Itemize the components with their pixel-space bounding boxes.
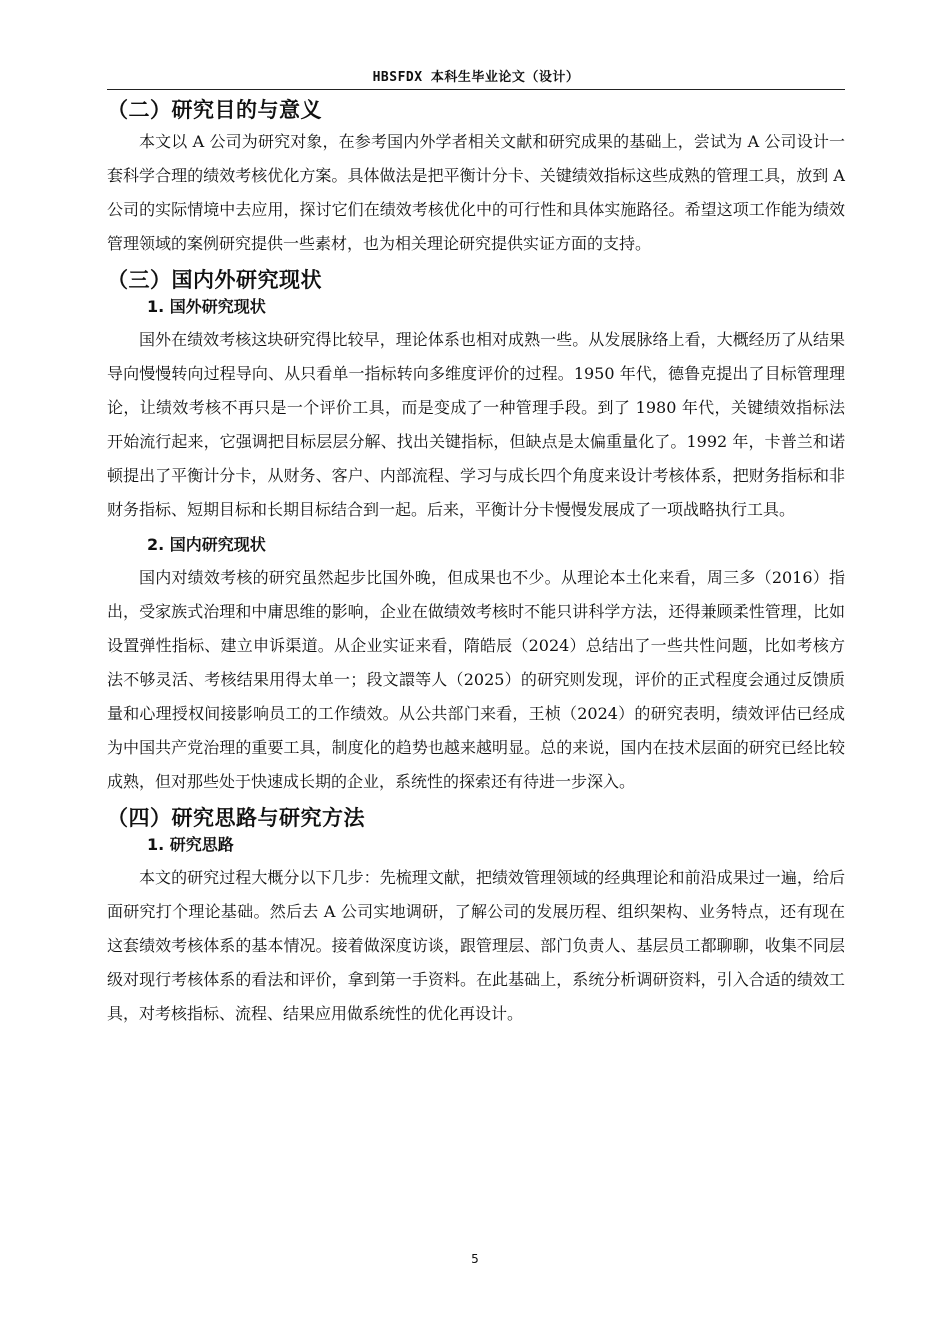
section-heading: （三）国内外研究现状 xyxy=(107,268,322,292)
running-header: HBSFDX 本科生毕业论文（设计） xyxy=(372,70,580,85)
subsection-heading: 1. 国外研究现状 xyxy=(147,297,266,316)
section-purpose xyxy=(107,95,845,261)
header-rule xyxy=(107,89,845,90)
section-heading: （二）研究目的与意义 xyxy=(107,98,322,122)
section-literature-review xyxy=(107,265,845,799)
page-number: 5 xyxy=(471,1252,479,1266)
paragraph: 本文的研究过程大概分以下几步：先梳理文献，把绩效管理领域的经典理论和前沿成果过一遍，给后面研究打个理论基础。然后去 A 公司实地调研，了解公司的发展历程、组织架构、业务特点，还有现在这套绩效考核体系的基本情况。接着做深度访谈，跟管理层、部门负责人、基层员工都聊聊，收集不同层级对现行考核体系的看法和评价，拿到第一手资料。在此基础上，系统分析调研资料，引入合适的绩效工具，对考核指标、流程、结果应用做系统性的优化再设计。 xyxy=(107,868,845,1023)
section-heading: （四）研究思路与研究方法 xyxy=(107,806,365,830)
section-research-approach xyxy=(107,803,845,1031)
subsection-heading: 1. 研究思路 xyxy=(147,835,234,854)
paragraph: 国内对绩效考核的研究虽然起步比国外晚，但成果也不少。从理论本土化来看，周三多（2016）指出，受家族式治理和中庸思维的影响，企业在做绩效考核时不能只讲科学方法，还得兼顾柔性管理，比如设置弹性指标、建立申诉渠道。从企业实证来看，隋皓辰（2024）总结出了一些共性问题，比如考核方法不够灵活、考核结果用得太单一；段文譞等人（2025）的研究则发现，评价的正式程度会通过反馈质量和心理授权间接影响员工的工作绩效。从公共部门来看，王桢（2024）的研究表明，绩效评估已经成为中国共产党治理的重要工具，制度化的趋势也越来越明显。总的来说，国内在技术层面的研究已经比较成熟，但对那些处于快速成长期的企业，系统性的探索还有待进一步深入。 xyxy=(107,568,845,791)
subsection-heading: 2. 国内研究现状 xyxy=(147,535,266,554)
page-content xyxy=(107,95,845,1031)
paragraph: 国外在绩效考核这块研究得比较早，理论体系也相对成熟一些。从发展脉络上看，大概经历了从结果导向慢慢转向过程导向、从只看单一指标转向多维度评价的过程。1950 年代，德鲁克提出了目标管理理论，让绩效考核不再只是一个评价工具，而是变成了一种管理手段。到了 1980 年代，关键绩效指标法开始流行起来，它强调把目标层层分解、找出关键指标，但缺点是太偏重量化了。1992 年，卡普兰和诺顿提出了平衡计分卡，从财务、客户、内部流程、学习与成长四个角度来设计考核体系，把财务指标和非财务指标、短期目标和长期目标结合到一起。后来，平衡计分卡慢慢发展成了一项战略执行工具。 xyxy=(107,330,845,519)
paragraph: 本文以 A 公司为研究对象，在参考国内外学者相关文献和研究成果的基础上，尝试为 A 公司设计一套科学合理的绩效考核优化方案。具体做法是把平衡计分卡、关键绩效指标这些成熟的管理工具，放到 A 公司的实际情境中去应用，探讨它们在绩效考核优化中的可行性和具体实施路径。希望这项工作能为绩效管理领域的案例研究提供一些素材，也为相关理论研究提供实证方面的支持。 xyxy=(107,132,845,253)
